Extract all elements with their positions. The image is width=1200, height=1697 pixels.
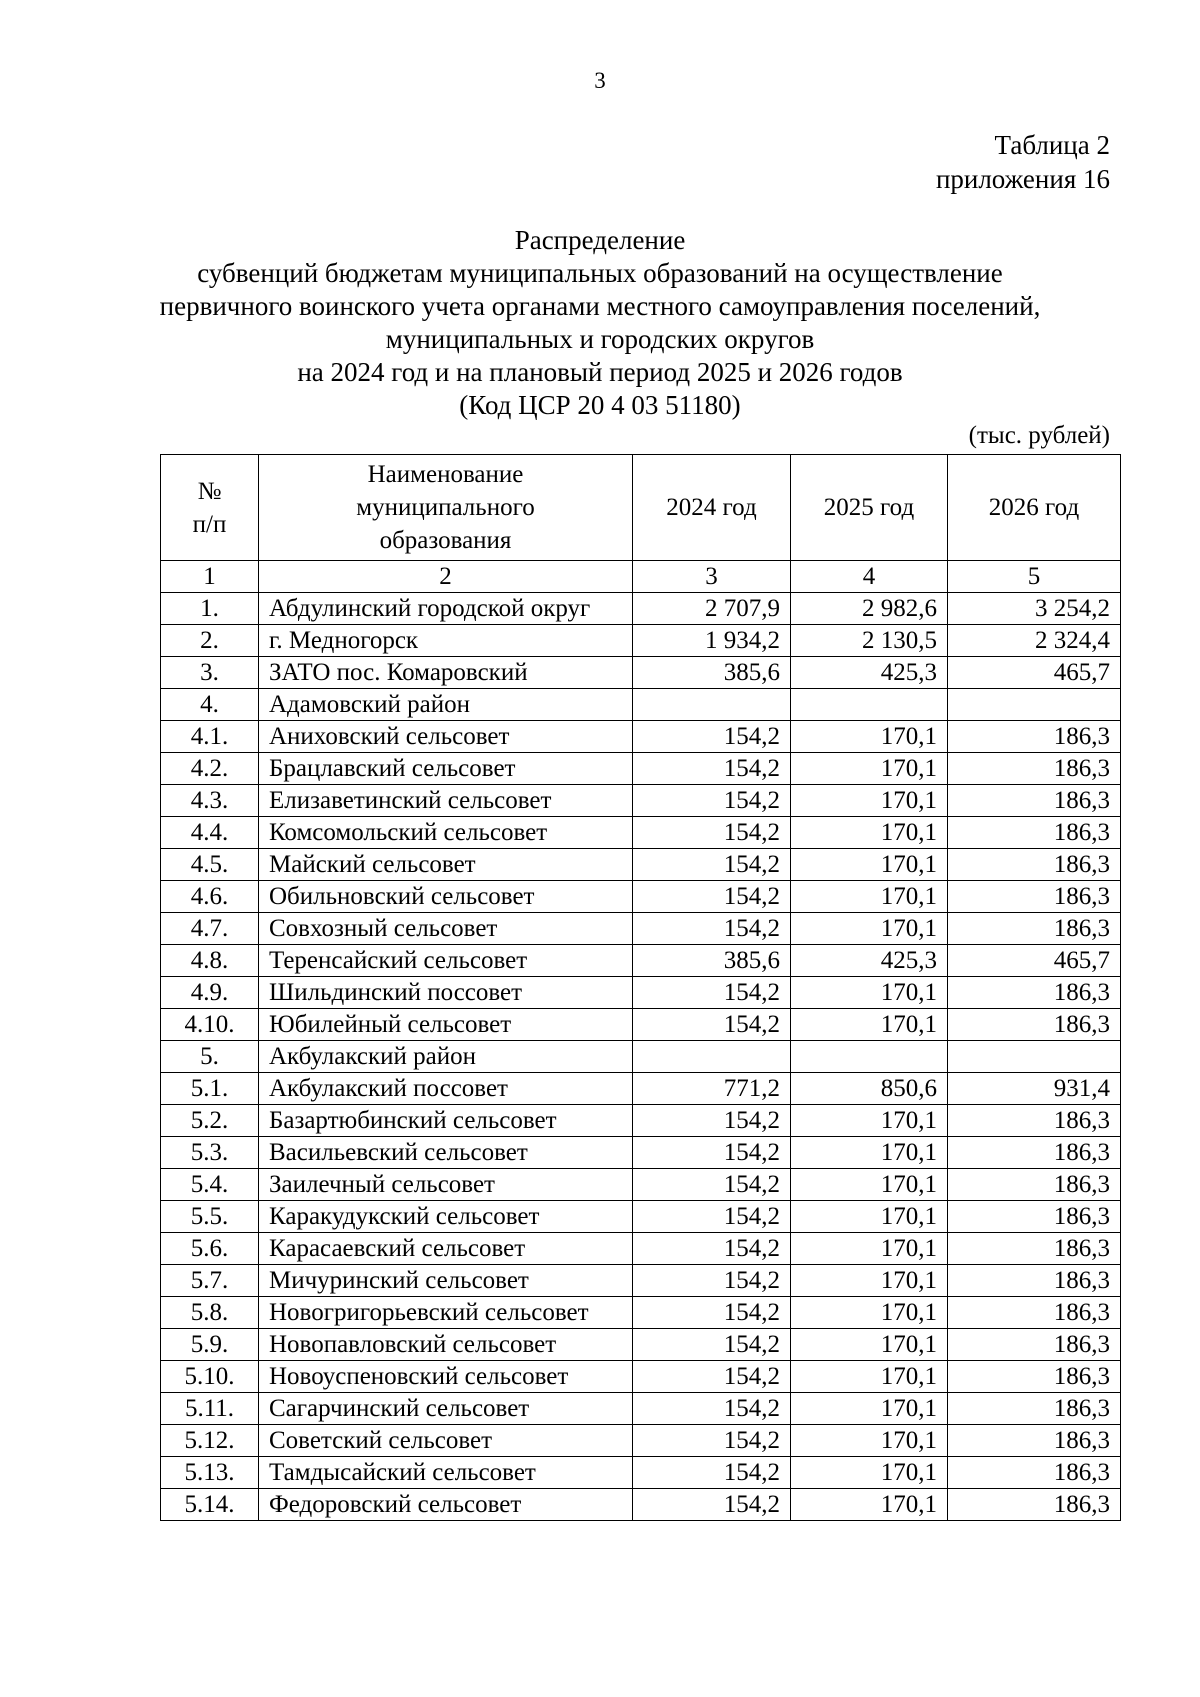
table-row: [161, 593, 1121, 625]
row-number-cell: 5.2.: [161, 1105, 259, 1137]
value-2025-cell: 170,1: [791, 721, 948, 753]
value-2025-cell: 170,1: [791, 1233, 948, 1265]
row-number-cell: 5.4.: [161, 1169, 259, 1201]
value-2026-cell: 186,3: [948, 1009, 1121, 1041]
column-number: 3: [633, 561, 791, 593]
value-2024-cell: 154,2: [633, 753, 791, 785]
header-2026: 2026 год: [948, 455, 1121, 561]
value-2024-cell: [633, 1041, 791, 1073]
table-row: [161, 1201, 1121, 1233]
row-number-cell: 5.1.: [161, 1073, 259, 1105]
value-2026-cell: 186,3: [948, 1457, 1121, 1489]
value-2024-cell: 154,2: [633, 1233, 791, 1265]
header-number: [161, 455, 259, 561]
municipality-name-cell: Тамдысайский сельсовет: [259, 1457, 633, 1489]
value-2025-cell: 2 982,6: [791, 593, 948, 625]
row-number-cell: 4.6.: [161, 881, 259, 913]
row-number-cell: 4.7.: [161, 913, 259, 945]
value-2026-cell: 186,3: [948, 1233, 1121, 1265]
municipality-name-cell: Федоровский сельсовет: [259, 1489, 633, 1521]
value-2024-cell: [633, 689, 791, 721]
value-2024-cell: 154,2: [633, 849, 791, 881]
municipality-name-cell: Новогригорьевский сельсовет: [259, 1297, 633, 1329]
value-2026-cell: 465,7: [948, 657, 1121, 689]
row-number-cell: 1.: [161, 593, 259, 625]
value-2024-cell: 154,2: [633, 817, 791, 849]
table-row: [161, 945, 1121, 977]
value-2024-cell: 154,2: [633, 913, 791, 945]
value-2026-cell: 186,3: [948, 1393, 1121, 1425]
value-2024-cell: 154,2: [633, 1489, 791, 1521]
title-line: на 2024 год и на плановый период 2025 и 2026 годов: [297, 357, 903, 387]
distribution-table: [160, 454, 1121, 1521]
value-2025-cell: 170,1: [791, 1265, 948, 1297]
table-row: [161, 1457, 1121, 1489]
value-2025-cell: 170,1: [791, 881, 948, 913]
value-2024-cell: 385,6: [633, 657, 791, 689]
value-2026-cell: 2 324,4: [948, 625, 1121, 657]
row-number-cell: 4.5.: [161, 849, 259, 881]
row-number-cell: 5.6.: [161, 1233, 259, 1265]
value-2025-cell: 170,1: [791, 1009, 948, 1041]
value-2026-cell: 186,3: [948, 1489, 1121, 1521]
table-row: [161, 753, 1121, 785]
value-2025-cell: 170,1: [791, 753, 948, 785]
value-2024-cell: 154,2: [633, 785, 791, 817]
municipality-name-cell: Теренсайский сельсовет: [259, 945, 633, 977]
table-row: [161, 625, 1121, 657]
table-row: [161, 721, 1121, 753]
header-text: п/п: [192, 510, 227, 538]
table-row: [161, 1009, 1121, 1041]
value-2026-cell: 186,3: [948, 1329, 1121, 1361]
value-2025-cell: 170,1: [791, 1489, 948, 1521]
value-2026-cell: 186,3: [948, 1265, 1121, 1297]
row-number-cell: 4.8.: [161, 945, 259, 977]
value-2026-cell: 186,3: [948, 849, 1121, 881]
municipality-name-cell: Юбилейный сельсовет: [259, 1009, 633, 1041]
page-number: 3: [594, 68, 606, 93]
table-row: [161, 785, 1121, 817]
row-number-cell: 3.: [161, 657, 259, 689]
value-2024-cell: 154,2: [633, 977, 791, 1009]
value-2026-cell: 186,3: [948, 913, 1121, 945]
value-2025-cell: 170,1: [791, 1329, 948, 1361]
row-number-cell: 5.: [161, 1041, 259, 1073]
row-number-cell: 4.3.: [161, 785, 259, 817]
row-number-cell: 5.11.: [161, 1393, 259, 1425]
municipality-name-cell: Елизаветинский сельсовет: [259, 785, 633, 817]
table-row: [161, 1425, 1121, 1457]
column-number: 4: [791, 561, 948, 593]
table-row: [161, 1297, 1121, 1329]
value-2026-cell: 931,4: [948, 1073, 1121, 1105]
table-row: [161, 817, 1121, 849]
value-2024-cell: 154,2: [633, 1361, 791, 1393]
value-2025-cell: 170,1: [791, 977, 948, 1009]
municipality-name-cell: Заилечный сельсовет: [259, 1169, 633, 1201]
value-2024-cell: 385,6: [633, 945, 791, 977]
table-reference-line: приложения 16: [935, 164, 1110, 194]
municipality-name-cell: г. Медногорск: [259, 625, 633, 657]
value-2025-cell: 170,1: [791, 1169, 948, 1201]
title-line: Распределение: [514, 225, 686, 255]
header-text: образования: [379, 527, 512, 554]
column-number-row: [161, 561, 1121, 593]
row-number-cell: 5.12.: [161, 1425, 259, 1457]
title-line: субвенций бюджетам муниципальных образований на осуществление: [197, 258, 1003, 288]
value-2025-cell: 170,1: [791, 1425, 948, 1457]
column-number: 2: [259, 561, 633, 593]
municipality-name-cell: Брацлавский сельсовет: [259, 753, 633, 785]
municipality-name-cell: Мичуринский сельсовет: [259, 1265, 633, 1297]
value-2026-cell: 186,3: [948, 1425, 1121, 1457]
row-number-cell: 5.13.: [161, 1457, 259, 1489]
value-2024-cell: 2 707,9: [633, 593, 791, 625]
municipality-name-cell: Новопавловский сельсовет: [259, 1329, 633, 1361]
document-title: [140, 224, 1060, 422]
value-2024-cell: 154,2: [633, 1265, 791, 1297]
units-label: (тыс. рублей): [968, 422, 1110, 449]
header-text: №: [197, 477, 222, 505]
municipality-name-cell: Аниховский сельсовет: [259, 721, 633, 753]
municipality-name-cell: Советский сельсовет: [259, 1425, 633, 1457]
row-number-cell: 5.9.: [161, 1329, 259, 1361]
header-name: [259, 455, 633, 561]
municipality-name-cell: Новоуспеновский сельсовет: [259, 1361, 633, 1393]
row-number-cell: 4.4.: [161, 817, 259, 849]
header-2025: 2025 год: [791, 455, 948, 561]
value-2026-cell: 186,3: [948, 1361, 1121, 1393]
row-number-cell: 5.14.: [161, 1489, 259, 1521]
municipality-name-cell: Карасаевский сельсовет: [259, 1233, 633, 1265]
column-number: 1: [161, 561, 259, 593]
row-number-cell: 5.8.: [161, 1297, 259, 1329]
municipality-name-cell: Акбулакский район: [259, 1041, 633, 1073]
municipality-name-cell: Обильновский сельсовет: [259, 881, 633, 913]
table-row: [161, 1329, 1121, 1361]
table-row: [161, 1073, 1121, 1105]
municipality-name-cell: Васильевский сельсовет: [259, 1137, 633, 1169]
value-2024-cell: 154,2: [633, 1425, 791, 1457]
row-number-cell: 4.9.: [161, 977, 259, 1009]
value-2026-cell: 186,3: [948, 1201, 1121, 1233]
value-2024-cell: 154,2: [633, 881, 791, 913]
column-number: 5: [948, 561, 1121, 593]
table-row: [161, 1489, 1121, 1521]
municipality-name-cell: Шильдинский поссовет: [259, 977, 633, 1009]
municipality-name-cell: Базартюбинский сельсовет: [259, 1105, 633, 1137]
municipality-name-cell: Комсомольский сельсовет: [259, 817, 633, 849]
value-2026-cell: 186,3: [948, 721, 1121, 753]
row-number-cell: 4.2.: [161, 753, 259, 785]
municipality-name-cell: Майский сельсовет: [259, 849, 633, 881]
value-2026-cell: 186,3: [948, 817, 1121, 849]
municipality-name-cell: Каракудукский сельсовет: [259, 1201, 633, 1233]
table-row: [161, 1041, 1121, 1073]
value-2025-cell: 170,1: [791, 1201, 948, 1233]
value-2025-cell: [791, 1041, 948, 1073]
value-2026-cell: [948, 689, 1121, 721]
municipality-name-cell: Адамовский район: [259, 689, 633, 721]
table-row: [161, 657, 1121, 689]
value-2025-cell: 2 130,5: [791, 625, 948, 657]
value-2026-cell: 186,3: [948, 881, 1121, 913]
table-row: [161, 977, 1121, 1009]
value-2025-cell: 170,1: [791, 1105, 948, 1137]
row-number-cell: 5.7.: [161, 1265, 259, 1297]
table-body: [161, 593, 1121, 1521]
table-row: [161, 1233, 1121, 1265]
value-2026-cell: 186,3: [948, 1169, 1121, 1201]
municipality-name-cell: Акбулакский поссовет: [259, 1073, 633, 1105]
municipality-name-cell: Сагарчинский сельсовет: [259, 1393, 633, 1425]
table-row: [161, 1105, 1121, 1137]
table-row: [161, 1393, 1121, 1425]
municipality-name-cell: ЗАТО пос. Комаровский: [259, 657, 633, 689]
value-2025-cell: 425,3: [791, 657, 948, 689]
value-2025-cell: 850,6: [791, 1073, 948, 1105]
table-row: [161, 1361, 1121, 1393]
value-2026-cell: 465,7: [948, 945, 1121, 977]
value-2026-cell: 186,3: [948, 1105, 1121, 1137]
table-row: [161, 1265, 1121, 1297]
value-2026-cell: 186,3: [948, 785, 1121, 817]
value-2024-cell: 154,2: [633, 1169, 791, 1201]
value-2026-cell: 186,3: [948, 1297, 1121, 1329]
value-2024-cell: 1 934,2: [633, 625, 791, 657]
title-line: первичного воинского учета органами местного самоуправления поселений,: [159, 291, 1041, 321]
table-row: [161, 849, 1121, 881]
value-2026-cell: 186,3: [948, 1137, 1121, 1169]
value-2024-cell: 771,2: [633, 1073, 791, 1105]
value-2025-cell: 425,3: [791, 945, 948, 977]
value-2024-cell: 154,2: [633, 1137, 791, 1169]
value-2024-cell: 154,2: [633, 721, 791, 753]
row-number-cell: 4.1.: [161, 721, 259, 753]
value-2026-cell: 186,3: [948, 753, 1121, 785]
title-line: (Код ЦСР 20 4 03 51180): [459, 390, 741, 420]
table-row: [161, 913, 1121, 945]
municipality-name-cell: Совхозный сельсовет: [259, 913, 633, 945]
value-2024-cell: 154,2: [633, 1201, 791, 1233]
row-number-cell: 5.10.: [161, 1361, 259, 1393]
value-2025-cell: 170,1: [791, 1393, 948, 1425]
value-2025-cell: 170,1: [791, 1361, 948, 1393]
value-2025-cell: 170,1: [791, 785, 948, 817]
header-2024: 2024 год: [633, 455, 791, 561]
table-row: [161, 1169, 1121, 1201]
value-2025-cell: 170,1: [791, 849, 948, 881]
value-2024-cell: 154,2: [633, 1329, 791, 1361]
table-header-row: [161, 455, 1121, 561]
row-number-cell: 4.10.: [161, 1009, 259, 1041]
value-2024-cell: 154,2: [633, 1393, 791, 1425]
value-2026-cell: 3 254,2: [948, 593, 1121, 625]
row-number-cell: 2.: [161, 625, 259, 657]
table-row: [161, 881, 1121, 913]
value-2025-cell: 170,1: [791, 817, 948, 849]
header-text: муниципального: [356, 494, 535, 521]
value-2025-cell: 170,1: [791, 1297, 948, 1329]
value-2025-cell: [791, 689, 948, 721]
value-2024-cell: 154,2: [633, 1297, 791, 1329]
table-row: [161, 689, 1121, 721]
header-text: Наименование: [367, 461, 524, 488]
table-reference-line: Таблица 2: [994, 130, 1110, 160]
row-number-cell: 5.3.: [161, 1137, 259, 1169]
value-2026-cell: 186,3: [948, 977, 1121, 1009]
value-2026-cell: [948, 1041, 1121, 1073]
title-line: муниципальных и городских округов: [385, 324, 815, 354]
value-2025-cell: 170,1: [791, 1457, 948, 1489]
table-reference: [936, 128, 1110, 196]
row-number-cell: 4.: [161, 689, 259, 721]
value-2025-cell: 170,1: [791, 1137, 948, 1169]
table-row: [161, 1137, 1121, 1169]
value-2024-cell: 154,2: [633, 1105, 791, 1137]
municipality-name-cell: Абдулинский городской округ: [259, 593, 633, 625]
value-2024-cell: 154,2: [633, 1009, 791, 1041]
value-2024-cell: 154,2: [633, 1457, 791, 1489]
row-number-cell: 5.5.: [161, 1201, 259, 1233]
value-2025-cell: 170,1: [791, 913, 948, 945]
